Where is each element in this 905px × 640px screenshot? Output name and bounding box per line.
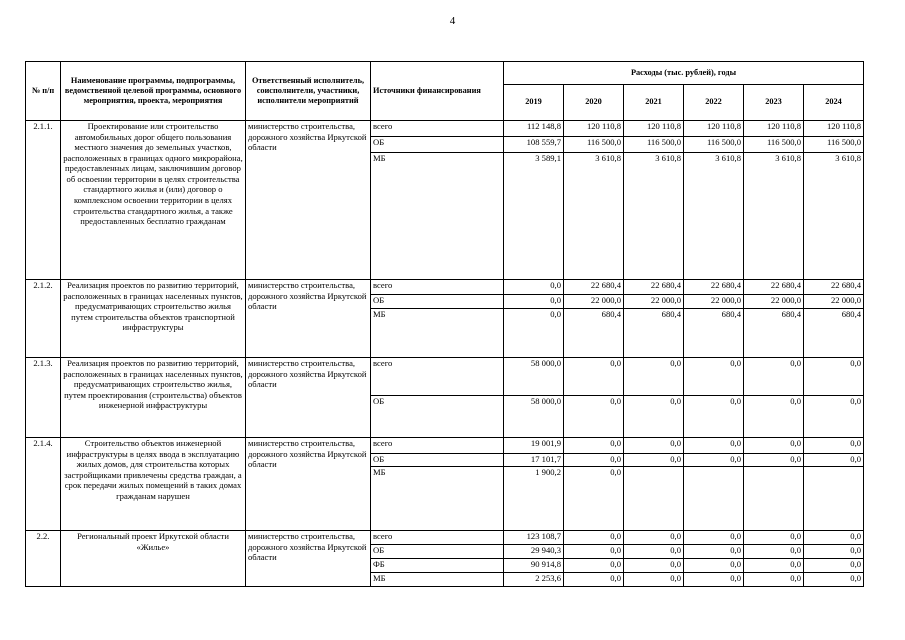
expense-value: 0,0 [804, 396, 864, 438]
expense-value: 90 914,8 [504, 559, 564, 573]
expense-value: 3 610,8 [624, 153, 684, 280]
expense-value: 0,0 [564, 438, 624, 454]
expense-value: 0,0 [504, 309, 564, 358]
program-name: Строительство объектов инженерной инфраструктуры в целях ввода в эксплуатацию жилых домов, для строительства которых застройщиками привлечены средства граждан, а срок передачи жилых помещений в таких домах гражданам нарушен [61, 438, 246, 531]
expense-value: 116 500,0 [624, 137, 684, 153]
expense-value: 1 900,2 [504, 467, 564, 531]
expense-value: 0,0 [744, 454, 804, 467]
expense-value: 116 500,0 [804, 137, 864, 153]
expense-value: 0,0 [504, 295, 564, 309]
program-name: Региональный проект Иркутской области «Жилье» [61, 531, 246, 587]
expense-value: 22 680,4 [564, 280, 624, 295]
header-responsible: Ответственный исполнитель, соисполнители, участники, исполнители мероприятий [246, 62, 371, 121]
expense-value: 0,0 [624, 545, 684, 559]
expense-value: 0,0 [804, 545, 864, 559]
expense-value: 0,0 [684, 454, 744, 467]
row-number: 2.1.3. [26, 358, 61, 438]
expense-value: 120 110,8 [624, 121, 684, 137]
expense-value: 680,4 [804, 309, 864, 358]
header-year: 2023 [744, 85, 804, 121]
program-name: Реализация проектов по развитию территорий, расположенных в границах населенных пунктов, предусматривающих строительство жилья, путем проектирования (строительства) объектов инженерной инфраструктуры [61, 358, 246, 438]
expense-value: 0,0 [684, 358, 744, 396]
expense-value: 22 680,4 [624, 280, 684, 295]
expense-value: 0,0 [564, 358, 624, 396]
expense-value: 680,4 [684, 309, 744, 358]
expense-value: 0,0 [624, 531, 684, 545]
expense-value: 0,0 [564, 467, 624, 531]
header-expenses: Расходы (тыс. рублей), годы [504, 62, 864, 85]
funding-source: ОБ [371, 396, 504, 438]
expense-value: 0,0 [684, 573, 744, 587]
expense-value: 0,0 [564, 454, 624, 467]
expense-value: 22 680,4 [744, 280, 804, 295]
header-year: 2022 [684, 85, 744, 121]
expense-value: 22 000,0 [744, 295, 804, 309]
expense-value: 29 940,3 [504, 545, 564, 559]
expense-value: 0,0 [744, 358, 804, 396]
expense-value: 0,0 [804, 438, 864, 454]
funding-source: МБ [371, 309, 504, 358]
expense-value: 0,0 [804, 531, 864, 545]
expense-value: 0,0 [564, 545, 624, 559]
expense-value: 22 680,4 [684, 280, 744, 295]
expense-value: 120 110,8 [564, 121, 624, 137]
funding-source: всего [371, 121, 504, 137]
expense-value: 112 148,8 [504, 121, 564, 137]
header-name: Наименование программы, подпрограммы, ведомственной целевой программы, основного мероприятия, проекта, мероприятия [61, 62, 246, 121]
row-number: 2.1.2. [26, 280, 61, 358]
budget-table [25, 61, 864, 587]
funding-source: всего [371, 438, 504, 454]
expense-value: 0,0 [624, 573, 684, 587]
expense-value: 0,0 [624, 438, 684, 454]
expense-value: 17 101,7 [504, 454, 564, 467]
table-row [26, 438, 864, 454]
expense-value: 22 000,0 [804, 295, 864, 309]
funding-source: ОБ [371, 137, 504, 153]
program-name: Проектирование или строительство автомобильных дорог общего пользования местного значения до земельных участков, расположенных в границах одного микрорайона, предоставленных лицам, заключившим договор об освоении территории в целях строительства стандартного жилья и (или) договор о комплексном освоении территории в целях строительства стандартного жилья, а также предоставленных бесплатно гражданам [61, 121, 246, 280]
table-row [26, 531, 864, 545]
row-number: 2.2. [26, 531, 61, 587]
expense-value: 0,0 [624, 396, 684, 438]
expense-value: 3 610,8 [804, 153, 864, 280]
funding-source: ФБ [371, 559, 504, 573]
expense-value: 116 500,0 [744, 137, 804, 153]
header-year: 2019 [504, 85, 564, 121]
expense-value: 22 000,0 [684, 295, 744, 309]
expense-value: 0,0 [564, 531, 624, 545]
expense-value: 0,0 [744, 438, 804, 454]
expense-value: 0,0 [744, 559, 804, 573]
expense-value: 0,0 [684, 559, 744, 573]
funding-source: всего [371, 280, 504, 295]
funding-source: ОБ [371, 295, 504, 309]
expense-value [624, 467, 684, 531]
expense-value: 3 589,1 [504, 153, 564, 280]
expense-value: 0,0 [804, 559, 864, 573]
expense-value: 0,0 [744, 531, 804, 545]
funding-source: МБ [371, 153, 504, 280]
funding-source: МБ [371, 573, 504, 587]
expense-value: 0,0 [624, 454, 684, 467]
header-year: 2024 [804, 85, 864, 121]
expense-value: 3 610,8 [564, 153, 624, 280]
expense-value: 22 680,4 [804, 280, 864, 295]
table-row [26, 358, 864, 396]
responsible-executor: министерство строительства, дорожного хозяйства Иркутской области [246, 531, 371, 587]
header-year: 2021 [624, 85, 684, 121]
program-name: Реализация проектов по развитию территорий, расположенных в границах населенных пунктов, предусматривающих строительство жилья путем строительства объектов транспортной инфраструктуры [61, 280, 246, 358]
expense-value: 680,4 [564, 309, 624, 358]
expense-value: 0,0 [744, 545, 804, 559]
expense-value: 0,0 [744, 396, 804, 438]
row-number: 2.1.4. [26, 438, 61, 531]
expense-value: 0,0 [684, 545, 744, 559]
expense-value: 2 253,6 [504, 573, 564, 587]
expense-value: 0,0 [504, 280, 564, 295]
funding-source: ОБ [371, 454, 504, 467]
expense-value: 22 000,0 [564, 295, 624, 309]
header-source: Источники финансирования [371, 62, 504, 121]
page-number: 4 [449, 15, 456, 27]
responsible-executor: министерство строительства, дорожного хозяйства Иркутской области [246, 358, 371, 438]
expense-value: 0,0 [564, 573, 624, 587]
expense-value: 0,0 [564, 396, 624, 438]
responsible-executor: министерство строительства, дорожного хозяйства Иркутской области [246, 280, 371, 358]
expense-value: 0,0 [804, 573, 864, 587]
funding-source: ОБ [371, 545, 504, 559]
expense-value: 58 000,0 [504, 396, 564, 438]
expense-value: 120 110,8 [684, 121, 744, 137]
expense-value: 0,0 [564, 559, 624, 573]
funding-source: всего [371, 358, 504, 396]
table-row [26, 280, 864, 295]
responsible-executor: министерство строительства, дорожного хозяйства Иркутской области [246, 438, 371, 531]
expense-value: 0,0 [624, 358, 684, 396]
expense-value: 22 000,0 [624, 295, 684, 309]
expense-value: 116 500,0 [684, 137, 744, 153]
expense-value: 680,4 [624, 309, 684, 358]
header-year: 2020 [564, 85, 624, 121]
expense-value [804, 467, 864, 531]
expense-value: 680,4 [744, 309, 804, 358]
expense-value [684, 467, 744, 531]
expense-value: 0,0 [684, 531, 744, 545]
responsible-executor: министерство строительства, дорожного хозяйства Иркутской области [246, 121, 371, 280]
expense-value: 3 610,8 [744, 153, 804, 280]
expense-value: 120 110,8 [804, 121, 864, 137]
expense-value: 19 001,9 [504, 438, 564, 454]
expense-value [744, 467, 804, 531]
expense-value: 0,0 [684, 438, 744, 454]
expense-value: 0,0 [804, 454, 864, 467]
row-number: 2.1.1. [26, 121, 61, 280]
expense-value: 0,0 [744, 573, 804, 587]
expense-value: 0,0 [684, 396, 744, 438]
expense-value: 123 108,7 [504, 531, 564, 545]
funding-source: МБ [371, 467, 504, 531]
header-num: № п/п [26, 62, 61, 121]
expense-value: 108 559,7 [504, 137, 564, 153]
table-row [26, 121, 864, 137]
expense-value: 0,0 [624, 559, 684, 573]
expense-value: 3 610,8 [684, 153, 744, 280]
expense-value: 0,0 [804, 358, 864, 396]
expense-value: 58 000,0 [504, 358, 564, 396]
funding-source: всего [371, 531, 504, 545]
expense-value: 116 500,0 [564, 137, 624, 153]
expense-value: 120 110,8 [744, 121, 804, 137]
